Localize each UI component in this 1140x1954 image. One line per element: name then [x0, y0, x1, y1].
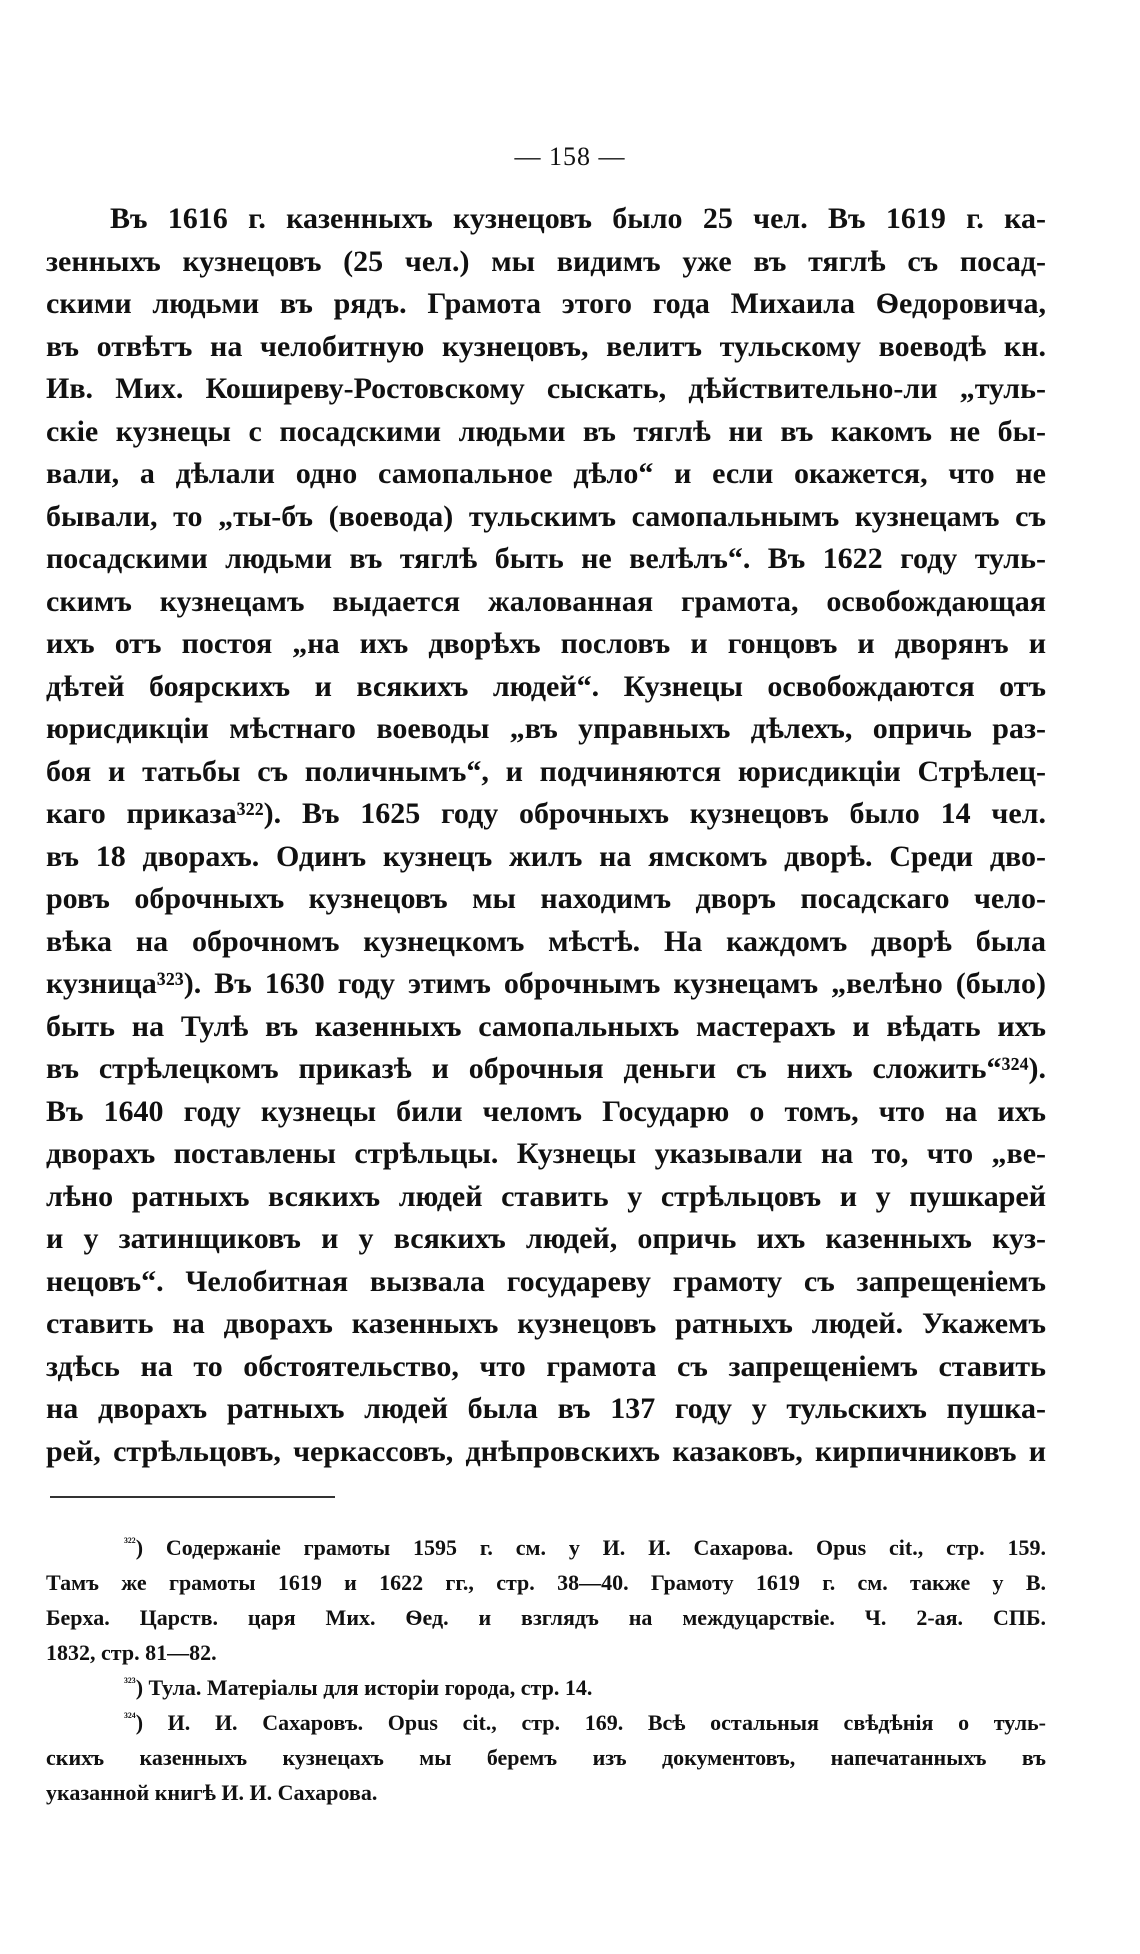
text-line: Въ 1640 году кузнецы били челомъ Государю о томъ, что на ихъ	[46, 1094, 1046, 1128]
text-line: нецовъ“. Челобитная вызвала государеву грамоту съ запрещеніемъ	[46, 1264, 1046, 1298]
footnote-text: ) Содержаніе грамоты 1595 г. см. у И. И. Сахарова. Opus cit., стр. 159.	[135, 1535, 1046, 1560]
text-line: дѣтей боярскихъ и всякихъ людей“. Кузнецы освобождаются отъ	[46, 669, 1046, 703]
text-line: здѣсь на то обстоятельство, что грамота съ запрещеніемъ ставить	[46, 1349, 1046, 1383]
text-line: въ 18 дворахъ. Одинъ кузнецъ жилъ на ямскомъ дворѣ. Среди дво-	[46, 839, 1046, 873]
footnote-322	[46, 1530, 1046, 1565]
text-line: на дворахъ ратныхъ людей была въ 137 году у тульскихъ пушка-	[46, 1392, 1046, 1425]
text-line: и у затинщиковъ и у всякихъ людей, опричь ихъ казенныхъ куз-	[46, 1222, 1046, 1255]
footnote-text: 1832, стр. 81—82.	[46, 1640, 217, 1665]
main-text	[46, 198, 1046, 1473]
text-line: каго приказа³²²). Въ 1625 году оброчныхъ кузнецовъ было 14 чел.	[46, 797, 1046, 830]
footnote-separator	[50, 1496, 335, 1498]
text-line: ровъ оброчныхъ кузнецовъ мы находимъ дворъ посадскаго чело-	[46, 882, 1046, 915]
text-line: лѣно ратныхъ всякихъ людей ставить у стрѣльцовъ и у пушкарей	[46, 1179, 1046, 1213]
text-line: скіе кузнецы с посадскими людьми въ тяглѣ ни въ какомъ не бы-	[46, 414, 1046, 448]
footnote-text: Берха. Царств. царя Мих. Ѳед. и взглядъ на междуцарствіе. Ч. 2-ая. СПБ.	[46, 1605, 1046, 1630]
footnote-323	[46, 1670, 1046, 1705]
text-line: вѣка на оброчномъ кузнецкомъ мѣстѣ. На каждомъ дворѣ была	[46, 924, 1046, 958]
text-line: юрисдикціи мѣстнаго воеводы „въ управныхъ дѣлехъ, опричь раз-	[46, 712, 1046, 745]
text-line: бывали, то „ты-бъ (воевода) тульскимъ самопальнымъ кузнецамъ съ	[46, 499, 1046, 533]
footnote-text: Тамъ же грамоты 1619 и 1622 гг., стр. 38—40. Грамоту 1619 г. см. также у В.	[46, 1570, 1046, 1595]
text-line: зенныхъ кузнецовъ (25 чел.) мы видимъ уже въ тяглѣ съ посад-	[46, 244, 1046, 278]
text-line: въ отвѣтъ на челобитную кузнецовъ, велитъ тульскому воеводѣ кн.	[46, 329, 1046, 363]
footnote-324	[46, 1705, 1046, 1740]
footnote-marker: ³²⁴	[124, 1709, 136, 1725]
text-line: кузница³²³). Въ 1630 году этимъ оброчнымъ кузнецамъ „велѣно (было)	[46, 967, 1046, 1000]
text-line: посадскими людьми въ тяглѣ быть не велѣлъ“. Въ 1622 году туль-	[46, 542, 1046, 575]
text-line: Въ 1616 г. казенныхъ кузнецовъ было 25 чел. Въ 1619 г. ка-	[110, 202, 1046, 235]
text-line: рей, стрѣльцовъ, черкассовъ, днѣпровскихъ казаковъ, кирпичниковъ и	[46, 1434, 1046, 1468]
footnote-marker: ³²²	[124, 1534, 136, 1550]
text-line: вали, а дѣлали одно самопальное дѣло“ и если окажется, что не	[46, 457, 1046, 490]
footnote-text: ) И. И. Сахаровъ. Opus cit., стр. 169. Всѣ остальныя свѣдѣнія о туль-	[135, 1710, 1046, 1735]
text-line: быть на Тулѣ въ казенныхъ самопальныхъ мастерахъ и вѣдать ихъ	[46, 1009, 1046, 1043]
footnotes	[46, 1530, 1046, 1810]
text-line: дворахъ поставлены стрѣльцы. Кузнецы указывали на то, что „ве-	[46, 1137, 1046, 1170]
text-line: боя и татьбы съ поличнымъ“, и подчиняются юрисдикціи Стрѣлец-	[46, 754, 1046, 788]
text-line: скими людьми въ рядъ. Грамота этого года Михаила Ѳедоровича,	[46, 287, 1046, 320]
footnote-text: указанной книгѣ И. И. Сахарова.	[46, 1780, 378, 1805]
text-line: скимъ кузнецамъ выдается жалованная грамота, освобождающая	[46, 584, 1046, 618]
text-line: ставить на дворахъ казенныхъ кузнецовъ ратныхъ людей. Укажемъ	[46, 1307, 1046, 1340]
text-line: въ стрѣлецкомъ приказѣ и оброчныя деньги съ нихъ сложить“³²⁴).	[46, 1052, 1046, 1085]
footnote-text: ) Тула. Матеріалы для исторіи города, стр. 14.	[135, 1675, 593, 1700]
text-line: ихъ отъ постоя „на ихъ дворѣхъ пословъ и гонцовъ и дворянъ и	[46, 627, 1046, 660]
footnote-marker: ³²³	[124, 1674, 136, 1690]
text-line: Ив. Мих. Коширеву-Ростовскому сыскать, дѣйствительно-ли „туль-	[46, 372, 1046, 405]
page-number: — 158 —	[514, 142, 626, 171]
footnote-text: скихъ казенныхъ кузнецахъ мы беремъ изъ документовъ, напечатанныхъ въ	[46, 1745, 1046, 1770]
